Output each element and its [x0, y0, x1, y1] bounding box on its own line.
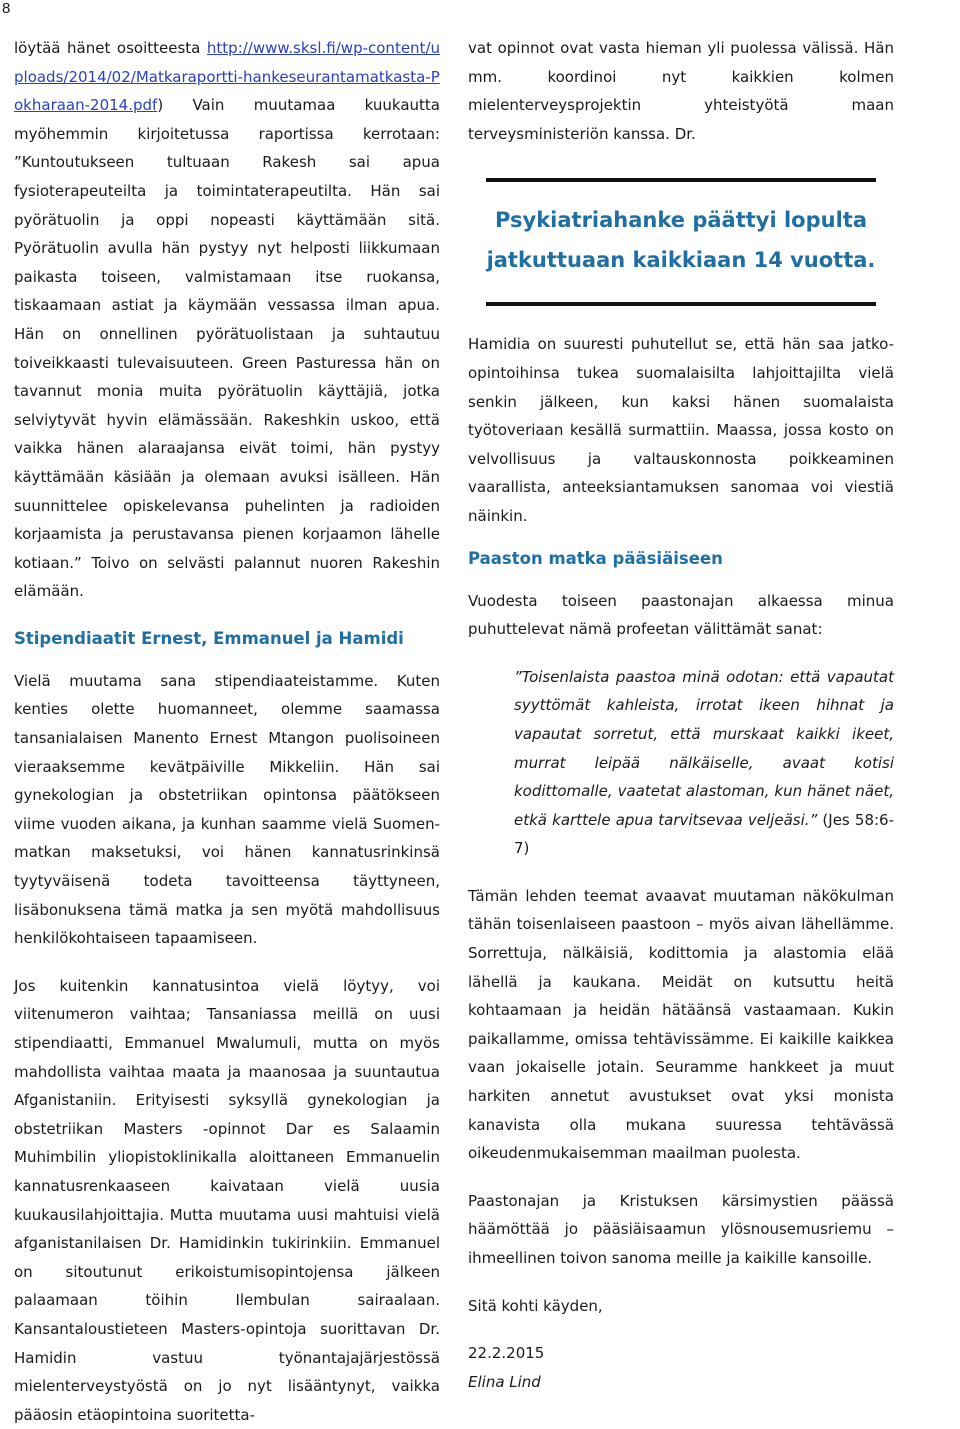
- page-number: 8: [2, 0, 11, 17]
- left-column: [14, 34, 440, 1429]
- bible-verse: ”Toisenlaista paastoa minä odotan: että vapautat syyttömät kahleista, irrotat ikeen hihnat ja vapautat sorretut, että murskaat kaikki ikeet, murrat leipää nälkäiselle, avaat kotisi kodittomalle, vaatetat alastoman, kun hänet näet, etkä karttele apua tarvitsevaa veljeäsi.” (Jes 58:6-7): [514, 667, 894, 858]
- paragraph-paasto-intro: Vuodesta toiseen paastonajan alkaessa minua puhuttelevat nämä profeetan välittämät sanat:: [468, 591, 894, 639]
- paragraph-stipendiaatit: Vielä muutama sana stipendiaateistamme. Kuten kenties olette huomanneet, olemme saamassa tansanialaisen Manento Ernest Mtangon puolisoineen vieraaksemme kevätpäiville Mikkeliin. Hän sai gynekologian ja obstetriikan opintonsa päätökseen viime vuoden aikana, ja kunhan saamme vielä Suomen-matkan maksetuksi, voi hänen kannatusrinkinsä tyytyväisenä todeta tavoitteensa täyttyneen, lisäbonuksena tämä matka ja sen myötä mahdollisuus henkilökohtaiseen tapaamiseen.: [14, 671, 440, 948]
- paragraph-rakesh: löytää hänet osoitteesta http://www.sksl.fi/wp-content/uploads/2014/02/Matkaraportti-hankeseurantamatkasta-Pokharaan-2014.pdf) Vain muutamaa kuukautta myöhemmin kirjoitetussa raportissa kerrotaan: ”Kuntoutukseen tultuaan Rakesh sai apua fysioterapeuteilta ja toimintaterapeutilta. Hän sai pyörätuolin ja oppi nopeasti käyttämään sitä. Pyörätuolin avulla hän pystyy nyt helposti liikkumaan paikasta toiseen, valmistamaan itse ruokansa, tiskaamaan astiat ja käymään vessassa ilman apua. Hän on onnellinen pyörätuolistaan ja suhtautuu toiveikkaasti tulevaisuuteen. Green Pasturessa hän on tavannut monia muita pyörätuolin käyttäjiä, jotka selviytyvät hyvin elämässään. Rakeshkin uskoo, että vaikka hänen alaraajansa eivät toimi, hän pystyy käyttämään käsiään ja olemaan avuksi isälleen. Hän suunnittelee opiskelevansa puhelinten ja radioiden korjaamista ja perustavansa pienen korjaamon lähelle kotiaan.” Toivo on selvästi palannut nuoren Rakeshin elämään.: [14, 39, 440, 601]
- report-link[interactable]: http://www.sksl.fi/wp-content/uploads/2014/02/Matkaraportti-hankeseurantamatkasta-Pokharaan-2014.pdf: [14, 39, 440, 115]
- pullquote-rule-top: [486, 178, 876, 182]
- paragraph-anteeksianto: Hamidia on suuresti puhutellut se, että hän saa jatko-opintoihinsa tukea suomalaisilta lahjoittajilta vielä senkin jälkeen, kun kaksi hänen suomalaista työtoveriaan kesällä surmattiin. Maassa, jossa kosto on velvollisuus ja valtauskonnosta poikkeaminen vaarallista, anteeksiantamuksen sanomaa voi viestiä näinkin.: [468, 335, 894, 525]
- pullquote: Psykiatriahanke päättyi lopulta jatkuttuaan kaikkiaan 14 vuotta.: [486, 208, 876, 273]
- paragraph-teemat: Tämän lehden teemat avaavat muutaman näkökulman tähän toisenlaiseen paastoon – myös aivan lähellämme. Sorrettuja, nälkäisiä, kodittomia ja alastomia elää lähellä ja kaukana. Meidät on kutsuttu heitä kohtaamaan ja heidän hätäänsä vastaamaan. Kukin paikallamme, omissa tehtävissämme. Ei kaikille kaikkea vaan jokaiselle jotain. Seuramme hankkeet ja muut harkiten annetut avustukset ovat yksi monista kanavista olla mukana suuressa tehtävässä oikeudenmukaisemman maailman puolesta.: [468, 886, 894, 1163]
- verse-reference: (Jes 58:6-7): [514, 810, 894, 858]
- section-heading-stipendiaatit: Stipendiaatit Ernest, Emmanuel ja Hamidi: [14, 628, 404, 648]
- signature: Elina Lind: [468, 1372, 541, 1391]
- date: 22.2.2015: [468, 1344, 545, 1363]
- closing-line: Sitä kohti käyden,: [468, 1296, 603, 1315]
- section-heading-paasto: Paaston matka pääsiäiseen: [468, 548, 723, 568]
- paragraph-hamidi: vat opinnot ovat vasta hieman yli puolessa välissä. Hän mm. koordinoi nyt kaikkien kolmen mielenterveysprojektin yhteistyötä maan terveysministeriön kanssa. Dr.: [468, 39, 894, 143]
- right-column: [468, 34, 894, 1396]
- paragraph-paastonaika: Paastonajan ja Kristuksen kärsimystien päässä häämöttää jo pääsiäisaamun ylösnousemusriemu – ihmeellinen toivon sanoma meille ja kaikille kansoille.: [468, 1191, 894, 1267]
- paragraph-kannatus: Jos kuitenkin kannatusintoa vielä löytyy, voi viitenumeron vaihtaa; Tansaniassa meillä on uusi stipendiaatti, Emmanuel Mwalumuli, mutta on myös mahdollista vaihtaa maata ja maanosaa ja suuntautua Afganistaniin. Erityisesti syksyllä gynekologian ja obstetriikan Masters -opinnot Dar es Salaamin Muhimbilin yliopistoklinikalla aloittaneen Emmanuelin kannatusrenkaaseen kaivataan vielä uusia kuukausilahjoittajia. Mutta muutama uusi mahtuisi vielä afganistanilaisen Dr. Hamidinkin tukirinkiin. Emmanuel on sitoutunut erikoistumisopintojensa jälkeen palaamaan töihin Ilembulan sairaalaan. Kansantaloustieteen Masters-opintoja suorittavan Dr. Hamidin vastuu työnantajajärjestössä mielenterveystyöstä on jo nyt lisääntynyt, vaikka pääosin etäopintoina suoritetta-: [14, 976, 440, 1424]
